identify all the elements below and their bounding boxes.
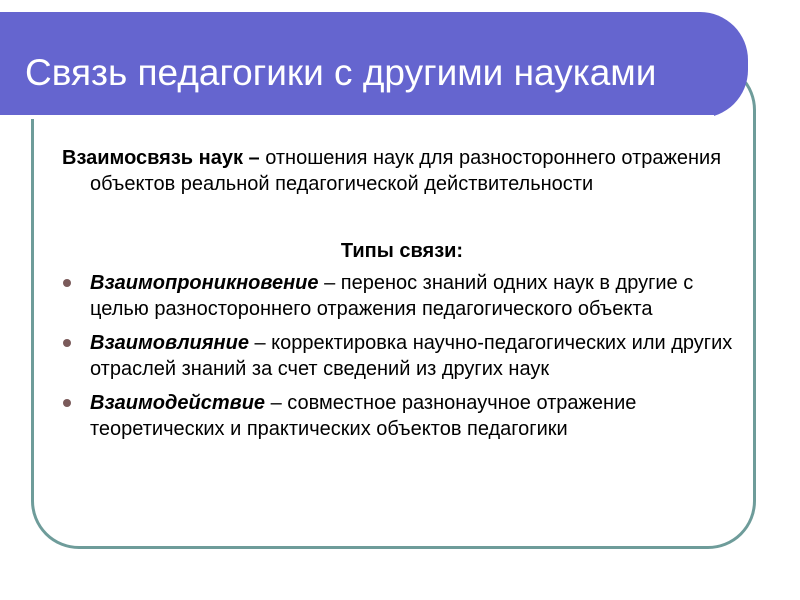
bullet-icon: [63, 279, 71, 287]
definition-text: отношения наук для разностороннего отражения объектов реальной педагогической действительности: [90, 147, 722, 195]
bullet-icon: [63, 399, 71, 407]
type-term: Взаимодействие: [90, 392, 266, 414]
definition-term: Взаимосвязь наук –: [62, 147, 260, 169]
types-heading: Типы связи:: [340, 240, 464, 262]
type-description: – совместное разнонаучное отражение теоретических и практических объектов педагогики: [90, 392, 637, 440]
bullet-icon: [63, 339, 71, 347]
slide-content: [62, 145, 742, 450]
types-list: [62, 270, 742, 442]
title-bar: [0, 12, 748, 118]
list-item: [62, 390, 742, 442]
type-description: – корректировка научно-педагогических или других отраслей знаний за счет сведений из других наук: [90, 332, 733, 380]
list-item: [62, 330, 742, 382]
type-term: Взаимовлияние: [90, 332, 249, 354]
title-underline: [0, 115, 714, 119]
list-item: [62, 270, 742, 322]
definition-paragraph: [62, 145, 742, 197]
type-description: – перенос знаний одних наук в другие с целью разностороннего отражения педагогического объекта: [90, 272, 694, 320]
type-term: Взаимопроникновение: [90, 272, 319, 294]
slide-title: Связь педагогики с другими науками: [25, 52, 657, 93]
